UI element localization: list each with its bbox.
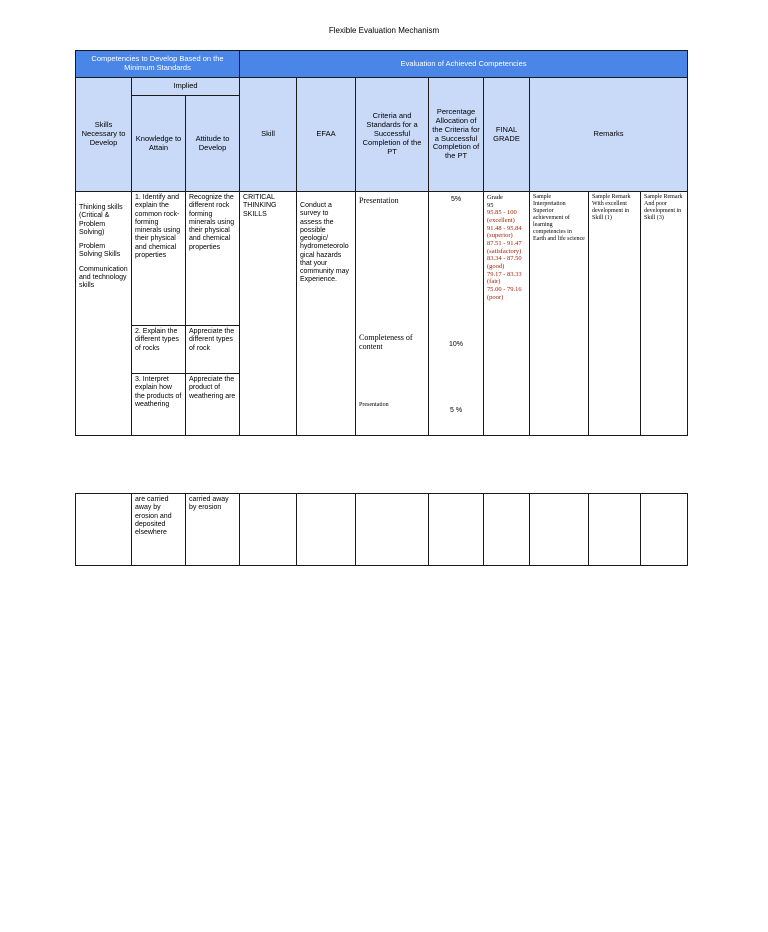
percentage-item: 5% xyxy=(450,196,462,203)
skill-item: Communication and technology skills xyxy=(79,265,128,289)
skills-cell xyxy=(76,192,132,436)
continuation-table xyxy=(75,493,688,566)
empty-cell xyxy=(589,494,641,566)
skill-item: Thinking skills (Critical & Problem Solving) xyxy=(79,204,123,236)
attitude-item: Appreciate the product of weathering are xyxy=(186,374,240,436)
final-grade-cell xyxy=(484,192,530,436)
skills-necessary-header: Skills Necessary to Develop xyxy=(76,78,132,192)
grade-range: 83.34 - 87.50 (good) xyxy=(487,255,522,270)
percentage-cell xyxy=(429,192,484,436)
skill-item: Problem Solving Skills xyxy=(79,243,121,259)
grade-range: 75.00 - 79.16 (poor) xyxy=(487,285,522,301)
remark-excellent: Sample Remark With excellent development in Skill (1) xyxy=(589,192,641,436)
criteria-cell xyxy=(356,192,429,436)
document-title: Flexible Evaluation Mechanism xyxy=(328,26,440,35)
criteria-item: Presentation xyxy=(359,402,389,408)
attitude-item: Recognize the different rock forming minerals using their physical and chemical properties xyxy=(186,192,240,326)
skill-header: Skill xyxy=(240,78,297,192)
empty-cell xyxy=(530,494,589,566)
final-grade-header: FINAL GRADE xyxy=(484,78,530,192)
percentage-item: 10% xyxy=(449,341,464,348)
empty-cell xyxy=(297,494,356,566)
empty-cell xyxy=(484,494,530,566)
remark-interpretation: Sample Interpretation Superior achievement of learning competencies in Earth and life science xyxy=(530,192,589,436)
grade-range: 79.17 - 83.33 (fair) xyxy=(487,270,522,286)
empty-cell xyxy=(429,494,484,566)
attitude-header: Attitude to Develop xyxy=(186,96,240,192)
competencies-header: Competencies to Develop Based on the Minimum Standards xyxy=(76,51,240,78)
criteria-item: Presentation xyxy=(359,196,399,205)
knowledge-item: 1. Identify and explain the common rock-forming minerals using their physical and chemical properties xyxy=(132,192,186,326)
grade-range: 87.51 - 91.47 (satisfactory) xyxy=(487,239,522,255)
evaluation-header: Evaluation of Achieved Competencies xyxy=(240,51,688,78)
empty-cell xyxy=(356,494,429,566)
percentage-item: 5 % xyxy=(449,407,463,414)
grade-value: 95 xyxy=(487,201,494,209)
attitude-continuation: carried away by erosion xyxy=(186,494,240,566)
skill-cell: CRITICAL THINKING SKILLS xyxy=(240,192,297,436)
evaluation-table xyxy=(75,50,688,436)
empty-cell xyxy=(641,494,688,566)
grade-label: Grade xyxy=(487,194,503,201)
criteria-header: Criteria and Standards for a Successful Completion of the PT xyxy=(356,78,429,192)
knowledge-item: 2. Explain the different types of rocks xyxy=(132,326,186,374)
empty-cell xyxy=(76,494,132,566)
attitude-item: Appreciate the different types of rock xyxy=(186,326,240,374)
empty-cell xyxy=(240,494,297,566)
knowledge-item: 3. Interpret explain how the products of weathering xyxy=(132,374,186,436)
percentage-header: Percentage Allocation of the Criteria for a Successful Completion of the PT xyxy=(429,78,484,192)
efaa-cell xyxy=(297,192,356,436)
knowledge-header: Knowledge to Attain xyxy=(132,96,186,192)
remarks-header: Remarks xyxy=(530,78,688,192)
implied-header: Implied xyxy=(132,78,240,96)
remark-poor: Sample Remark And poor development in Skill (3) xyxy=(641,192,688,436)
efaa-header: EFAA xyxy=(297,78,356,192)
criteria-item: Completeness of content xyxy=(359,333,413,352)
knowledge-continuation: are carried away by erosion and deposited elsewhere xyxy=(132,494,186,566)
grade-range: 95.85 - 100 (excellent) xyxy=(487,209,517,224)
efaa-text: Conduct a survey to assess the possible geologic/ hydrometeorological hazards that your community may Experience. xyxy=(300,202,350,284)
grade-range: 91.48 - 95.84 (superior) xyxy=(487,224,522,240)
